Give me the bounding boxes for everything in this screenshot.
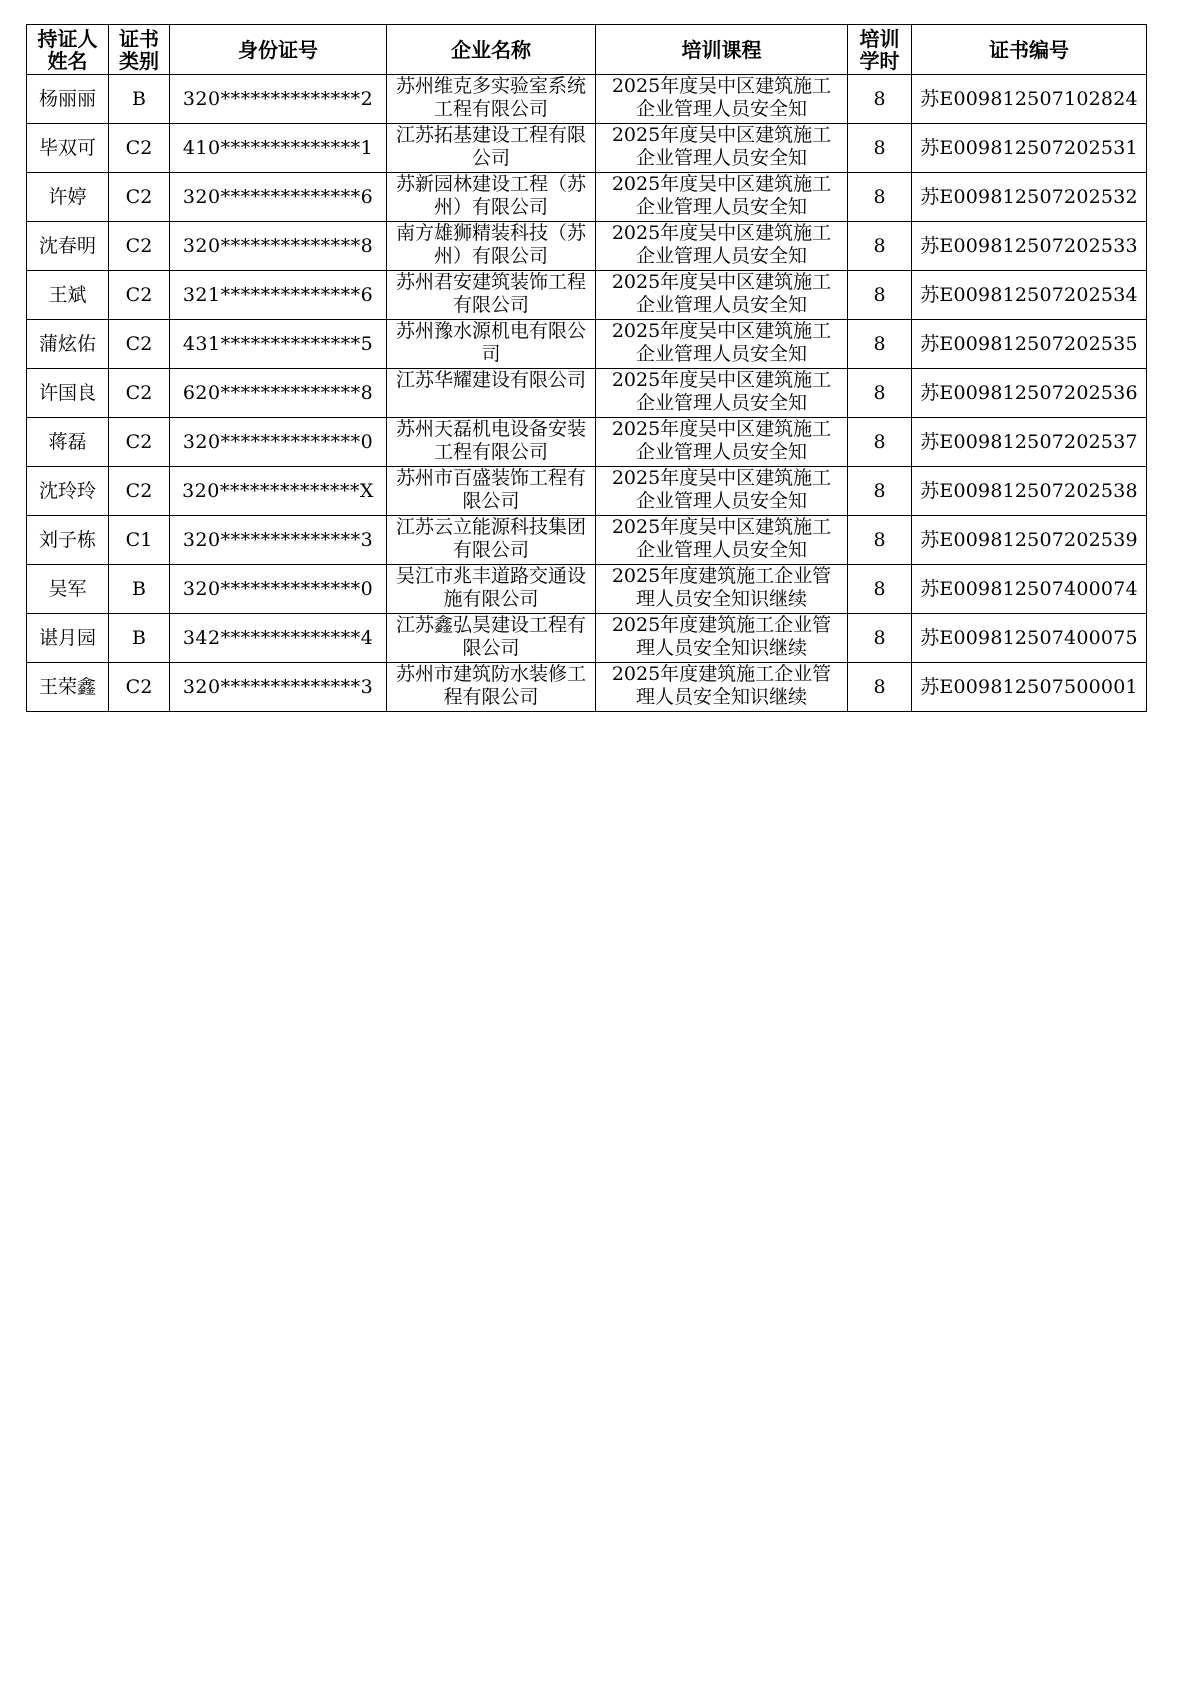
header-hours [848, 25, 912, 75]
cell-cert-number: 苏E009812507400074 [912, 565, 1147, 614]
header-cert-category [109, 25, 170, 75]
cell-id: 431**************5 [170, 320, 387, 369]
cell-course [596, 369, 848, 418]
cell-company [387, 418, 596, 467]
cell-company [387, 75, 596, 124]
cell-id: 620**************8 [170, 369, 387, 418]
cell-course-text: 2025年度吴中区建筑施工企业管理人员安全知 [611, 222, 832, 267]
cell-name: 王荣鑫 [27, 663, 109, 712]
cell-hours: 8 [848, 124, 912, 173]
cell-company [387, 614, 596, 663]
cell-category: C2 [109, 369, 170, 418]
cell-course [596, 418, 848, 467]
cell-course-text: 2025年度吴中区建筑施工企业管理人员安全知 [611, 75, 832, 120]
cell-name: 许国良 [27, 369, 109, 418]
cell-company [387, 369, 596, 418]
cell-id: 320**************3 [170, 663, 387, 712]
cell-hours: 8 [848, 418, 912, 467]
cell-cert-number: 苏E009812507500001 [912, 663, 1147, 712]
cell-hours: 8 [848, 75, 912, 124]
cell-company [387, 173, 596, 222]
cell-company-text: 江苏华耀建设有限公司 [395, 369, 586, 391]
cell-course-text: 2025年度吴中区建筑施工企业管理人员安全知 [611, 271, 832, 316]
cell-company-text: 苏州维克多实验室系统工程有限公司 [395, 75, 586, 120]
cell-cert-number: 苏E009812507202537 [912, 418, 1147, 467]
cell-company-text: 苏州豫水源机电有限公司 [395, 320, 586, 365]
header-course [596, 25, 848, 75]
cell-company-text: 江苏拓基建设工程有限公司 [395, 124, 586, 169]
cell-company-text: 苏州市百盛装饰工程有限公司 [395, 467, 586, 512]
cell-category: C2 [109, 271, 170, 320]
cell-category: C2 [109, 173, 170, 222]
cell-category: C2 [109, 663, 170, 712]
table-row [27, 663, 1147, 712]
header-cert-category-text: 证书类别 [119, 26, 159, 73]
cell-company-text: 江苏鑫弘昊建设工程有限公司 [395, 614, 586, 659]
cell-cert-number: 苏E009812507202539 [912, 516, 1147, 565]
header-holder-name-text: 持证人姓名 [37, 26, 98, 73]
cell-company [387, 124, 596, 173]
cell-course-text: 2025年度吴中区建筑施工企业管理人员安全知 [611, 173, 832, 218]
header-course-text: 培训课程 [681, 37, 762, 62]
header-holder-name [27, 25, 109, 75]
cell-hours: 8 [848, 467, 912, 516]
cell-category: C2 [109, 222, 170, 271]
cell-course [596, 565, 848, 614]
cell-course [596, 173, 848, 222]
cell-company-text: 苏州天磊机电设备安装工程有限公司 [395, 418, 586, 463]
cell-id: 320**************3 [170, 516, 387, 565]
cell-hours: 8 [848, 173, 912, 222]
cell-course [596, 75, 848, 124]
cell-hours: 8 [848, 565, 912, 614]
table-header-row [27, 25, 1147, 75]
cell-course-text: 2025年度建筑施工企业管理人员安全知识继续 [611, 614, 832, 659]
cell-company-text: 苏新园林建设工程（苏州）有限公司 [395, 173, 586, 218]
table-row [27, 467, 1147, 516]
cell-course-text: 2025年度建筑施工企业管理人员安全知识继续 [611, 663, 832, 708]
table-row [27, 320, 1147, 369]
cell-cert-number: 苏E009812507202536 [912, 369, 1147, 418]
cell-course [596, 271, 848, 320]
cell-company-text: 南方雄狮精装科技（苏州）有限公司 [395, 222, 586, 267]
header-id-number-text: 身份证号 [238, 37, 318, 62]
cell-cert-number: 苏E009812507202531 [912, 124, 1147, 173]
cell-category: C2 [109, 320, 170, 369]
cell-course-text: 2025年度吴中区建筑施工企业管理人员安全知 [611, 124, 832, 169]
cell-name: 王斌 [27, 271, 109, 320]
cell-name: 谌月园 [27, 614, 109, 663]
cell-cert-number: 苏E009812507202534 [912, 271, 1147, 320]
cell-name: 吴军 [27, 565, 109, 614]
cell-category: B [109, 75, 170, 124]
cell-hours: 8 [848, 222, 912, 271]
cell-cert-number: 苏E009812507102824 [912, 75, 1147, 124]
cell-hours: 8 [848, 271, 912, 320]
cell-category: B [109, 614, 170, 663]
cell-course-text: 2025年度吴中区建筑施工企业管理人员安全知 [611, 320, 832, 365]
certificate-sheet [26, 24, 1146, 712]
table-row [27, 565, 1147, 614]
cell-company [387, 222, 596, 271]
cell-cert-number: 苏E009812507400075 [912, 614, 1147, 663]
table-row [27, 75, 1147, 124]
cell-name: 杨丽丽 [27, 75, 109, 124]
certificate-table [26, 24, 1147, 712]
cell-name: 蒋磊 [27, 418, 109, 467]
cell-course [596, 516, 848, 565]
cell-company [387, 467, 596, 516]
header-company-text: 企业名称 [451, 37, 531, 62]
cell-hours: 8 [848, 516, 912, 565]
cell-course-text: 2025年度吴中区建筑施工企业管理人员安全知 [611, 516, 832, 561]
cell-cert-number: 苏E009812507202533 [912, 222, 1147, 271]
cell-course-text: 2025年度建筑施工企业管理人员安全知识继续 [611, 565, 832, 610]
cell-category: C2 [109, 124, 170, 173]
cell-course [596, 663, 848, 712]
cell-course-text: 2025年度吴中区建筑施工企业管理人员安全知 [611, 418, 832, 463]
cell-hours: 8 [848, 663, 912, 712]
cell-id: 320**************X [170, 467, 387, 516]
cell-name: 沈玲玲 [27, 467, 109, 516]
cell-company-text: 吴江市兆丰道路交通设施有限公司 [395, 565, 586, 610]
cell-id: 342**************4 [170, 614, 387, 663]
cell-course [596, 124, 848, 173]
table-row [27, 173, 1147, 222]
cell-hours: 8 [848, 320, 912, 369]
cell-id: 320**************8 [170, 222, 387, 271]
cell-cert-number: 苏E009812507202535 [912, 320, 1147, 369]
cell-category: C2 [109, 467, 170, 516]
table-row [27, 614, 1147, 663]
cell-name: 蒲炫佑 [27, 320, 109, 369]
cell-name: 许婷 [27, 173, 109, 222]
cell-category: C1 [109, 516, 170, 565]
table-row [27, 271, 1147, 320]
cell-id: 320**************2 [170, 75, 387, 124]
cell-course-text: 2025年度吴中区建筑施工企业管理人员安全知 [611, 467, 832, 512]
cell-id: 320**************0 [170, 565, 387, 614]
cell-company [387, 516, 596, 565]
cell-id: 320**************6 [170, 173, 387, 222]
cell-company-text: 苏州市建筑防水装修工程有限公司 [395, 663, 586, 708]
table-row [27, 418, 1147, 467]
cell-category: C2 [109, 418, 170, 467]
cell-course [596, 614, 848, 663]
cell-category: B [109, 565, 170, 614]
cell-hours: 8 [848, 614, 912, 663]
cell-company [387, 271, 596, 320]
table-row [27, 124, 1147, 173]
cell-name: 沈春明 [27, 222, 109, 271]
cell-id: 410**************1 [170, 124, 387, 173]
header-cert-number-text: 证书编号 [989, 37, 1069, 62]
cell-company [387, 320, 596, 369]
cell-name: 毕双可 [27, 124, 109, 173]
cell-course [596, 467, 848, 516]
cell-id: 321**************6 [170, 271, 387, 320]
cell-name: 刘子栋 [27, 516, 109, 565]
cell-cert-number: 苏E009812507202538 [912, 467, 1147, 516]
cell-course [596, 320, 848, 369]
cell-company-text: 苏州君安建筑装饰工程有限公司 [395, 271, 586, 316]
table-body [27, 75, 1147, 712]
header-company [387, 25, 596, 75]
cell-course-text: 2025年度吴中区建筑施工企业管理人员安全知 [611, 369, 832, 414]
table-row [27, 222, 1147, 271]
cell-company [387, 663, 596, 712]
cell-course [596, 222, 848, 271]
header-id-number [170, 25, 387, 75]
cell-cert-number: 苏E009812507202532 [912, 173, 1147, 222]
header-cert-number [912, 25, 1147, 75]
cell-hours: 8 [848, 369, 912, 418]
table-row [27, 516, 1147, 565]
cell-id: 320**************0 [170, 418, 387, 467]
table-row [27, 369, 1147, 418]
header-hours-text: 培训学时 [859, 26, 900, 73]
cell-company [387, 565, 596, 614]
cell-company-text: 江苏云立能源科技集团有限公司 [395, 516, 586, 561]
